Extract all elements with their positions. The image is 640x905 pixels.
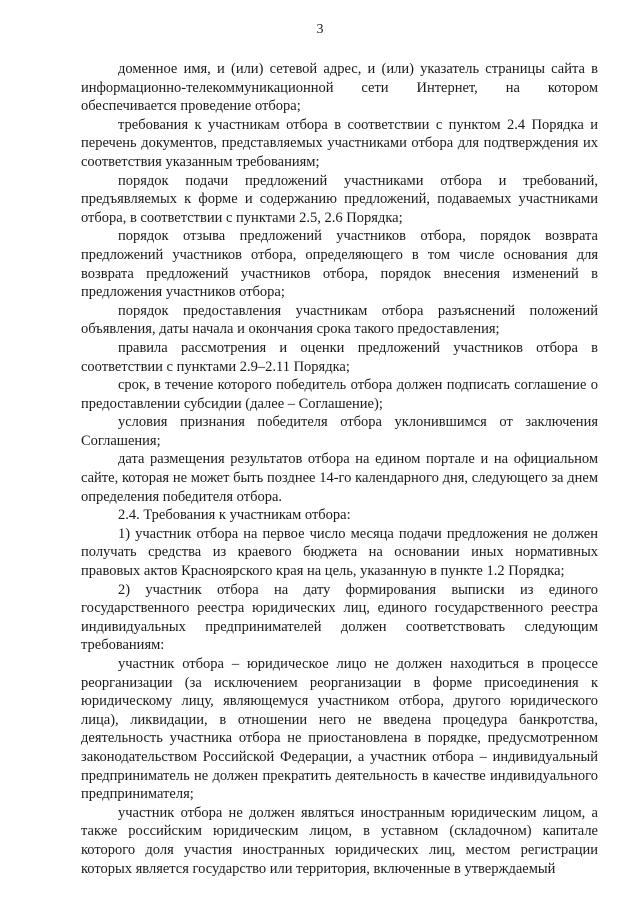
document-body: [81, 60, 598, 878]
paragraph-domain-name: доменное имя, и (или) сетевой адрес, и (или) указатель страницы сайта в информационно-телекоммуникационной сети Интернет, на котором обеспечивается проведение отбора;: [81, 61, 598, 115]
paragraph-legal-entity-status: участник отбора – юридическое лицо не должен находиться в процессе реорганизации (за исключением реорганизации в форме присоединения к юридическому лицу, являющемуся участником отбора, другого юридического лица), ликвидации, в отношении него не введена процедура банкротства, деятельность участника отбора не приостановлена в порядке, предусмотренном законодательством Российской Федерации, а участник отбора – индивидуальный предприниматель не должен прекратить деятельность в качестве индивидуального предпринимателя;: [81, 656, 598, 803]
paragraph-requirement-1: 1) участник отбора на первое число месяца подачи предложения не должен получать средства из краевого бюджета на основании иных нормативных правовых актов Красноярского края на цель, указанную в пункте 1.2 Порядка;: [81, 525, 598, 580]
paragraph-signing-deadline: срок, в течение которого победитель отбора должен подписать соглашение о предоставлении субсидии (далее – Соглашение);: [81, 377, 598, 412]
paragraph-participant-requirements: требования к участникам отбора в соответствии с пунктом 2.4 Порядка и перечень документов, представляемых участниками отбора для подтверждения их соответствия указанным требованиям;: [81, 116, 598, 170]
page-number: 3: [316, 22, 324, 37]
paragraph-submission-procedure: порядок подачи предложений участниками отбора и требований, предъявляемых к форме и содержанию предложений, подаваемых участниками отбора, в соответствии с пунктами 2.5, 2.6 Порядка;: [81, 172, 598, 226]
paragraph-results-publication: дата размещения результатов отбора на едином портале и на официальном сайте, которая не может быть позднее 14-го календарного дня, следующего за днем определения победителя отбора.: [81, 451, 598, 505]
paragraph-clarification-procedure: порядок предоставления участникам отбора разъяснений положений объявления, даты начала и окончания срока такого предоставления;: [81, 302, 598, 338]
paragraph-requirement-2: 2) участник отбора на дату формирования выписки из единого государственного реестра юридических лиц, единого государственного реестра индивидуальных предпринимателей должен соответствовать следующим требованиям:: [81, 581, 598, 654]
paragraph-withdrawal-procedure: порядок отзыва предложений участников отбора, порядок возврата предложений участников отбора, определяющего в том числе основания для возврата предложений участников отбора, порядок внесения изменений в предложения участников отбора;: [81, 228, 598, 301]
section-heading-2-4: 2.4. Требования к участникам отбора:: [118, 507, 351, 524]
paragraph-evaluation-rules: правила рассмотрения и оценки предложений участников отбора в соответствии с пунктами 2.9–2.11 Порядка;: [81, 339, 598, 375]
paragraph-evasion-conditions: условия признания победителя отбора уклонившимся от заключения Соглашения;: [81, 414, 598, 449]
paragraph-foreign-entity: участник отбора не должен являться иностранным юридическим лицом, а также российским юридическим лицом, в уставном (складочном) капитале которого доля участия иностранных юридических лиц, местом регистрации которых является государство или территория, включенные в утверждаемый: [81, 804, 598, 877]
